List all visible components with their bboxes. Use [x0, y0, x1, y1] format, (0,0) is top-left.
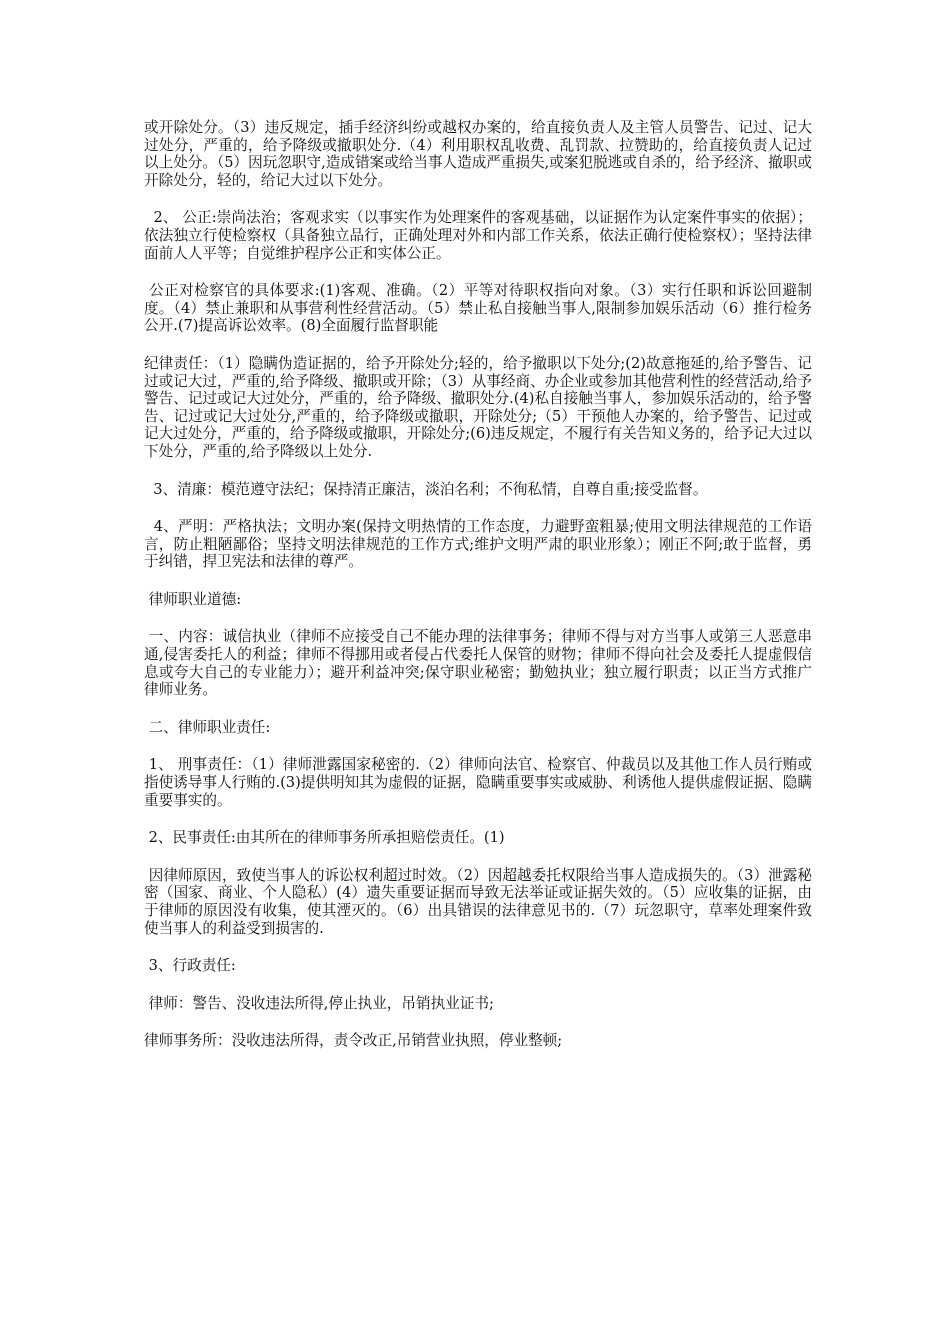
paragraph-law-firm-penalties: 律师事务所：没收违法所得，责令改正,吊销营业执照，停业整顿;: [144, 1032, 563, 1050]
paragraph-civil-liability: 2、民事责任:由其所在的律师事务所承担赔偿责任。(1): [144, 829, 505, 847]
paragraph-fairness: 2、 公正:崇尚法治；客观求实（以事实作为处理案件的客观基础，以证据作为认定案件事实的依据）；依法独立行使检察权（具备独立品行，正确处理对外和内部工作关系，依法正确行使检察权）；坚持法律面前人人平等；自觉维护程序公正和实体公正。: [144, 209, 813, 262]
document-body: [144, 119, 812, 1070]
heading-lawyer-liability: 二、律师职业责任:: [144, 718, 271, 736]
paragraph-disciplinary-penalties-continued: 或开除处分。（3）违反规定，插手经济纠纷或越权办案的，给直接负责人及主管人员警告、记过、记大过处分，严重的，给予降级或撤职处分.（4）利用职权乱收费、乱罚款、拉赞助的，给直接负责人记过以上处分。（5）因玩忽职守,造成错案或给当事人造成严重损失,或案犯脱逃或自杀的，给予经济、撤职或开除处分，轻的，给记大过以下处分。: [144, 119, 812, 189]
paragraph-civil-liability-cases: 因律师原因，致使当事人的诉讼权利超过时效。（2）因超越委托权限给当事人造成损失的。（3）泄露秘密（国家、商业、个人隐私）(4）遗失重要证据而导致无法举证或证据失效的。（5）应收集的证据，由于律师的原因没有收集，使其湮灭的。（6）出具错误的法律意见书的.（7）玩忽职守，草率处理案件致使当事人的利益受到损害的.: [144, 866, 812, 937]
heading-administrative-liability: 3、行政责任:: [144, 957, 236, 975]
heading-lawyer-ethics: 律师职业道德:: [144, 590, 242, 608]
paragraph-strictness: 4、严明：严格执法；文明办案(保持文明热情的工作态度，力避野蛮粗暴;使用文明法律规范的工作语言，防止粗陋鄙俗；坚持文明法律规范的工作方式;维护文明严肃的职业形象）；刚正不阿;敢于监督，勇于纠错，捍卫宪法和法律的尊严。: [144, 518, 812, 571]
paragraph-fairness-requirements: 公正对检察官的具体要求:(1)客观、准确。（2）平等对待职权指向对象。（3）实行任职和诉讼回避制度。（4）禁止兼职和从事营利性经营活动。（5）禁止私自接触当事人,限制参加娱乐活动（6）推行检务公开.(7)提高诉讼效率。(8)全面履行监督职能: [144, 282, 812, 335]
paragraph-disciplinary-liability: 纪律责任：（1）隐瞒伪造证据的，给予开除处分;轻的，给予撤职以下处分;(2)故意拖延的,给予警告、记过或记大过，严重的,给予降级、撤职或开除；（3）从事经商、办企业或参加其他营利性的经营活动,给予警告、记过或记大过处分，严重的，给予降级、撤职处分.(4)私自接触当事人，参加娱乐活动的，给予警告、记过或记大过处分,严重的，给予降级或撤职，开除处分;（5）干预他人办案的，给予警告、记过或记大过处分，严重的，给予降级或撤职，开除处分;(6)违反规定，不履行有关告知义务的，给予记大过以下处分，严重的,给予降级以上处分.: [144, 354, 812, 460]
paragraph-criminal-liability: 1、 刑事责任：（1）律师泄露国家秘密的.（2）律师向法官、检察官、仲裁员以及其他工作人员行贿或指使诱导事人行贿的.(3)提供明知其为虚假的证据，隐瞒重要事实或威胁、利诱他人提供虚假证据、隐瞒重要事实的。: [144, 756, 812, 809]
paragraph-integrity: 3、清廉：模范遵守法纪；保持清正廉洁，淡泊名利；不徇私情，自尊自重;接受监督。: [144, 480, 708, 498]
paragraph-lawyer-ethics-content: 一、内容：诚信执业（律师不应接受自己不能办理的法律事务；律师不得与对方当事人或第三人恶意串通,侵害委托人的利益；律师不得挪用或者侵占代委托人保管的财物；律师不得向社会及委托人提虚假信息或夸大自己的专业能力）；避开利益冲突;保守职业秘密；勤勉执业；独立履行职责；以正当方式推广律师业务。: [144, 628, 812, 699]
paragraph-lawyer-penalties: 律师：警告、没收违法所得,停止执业，吊销执业证书;: [144, 994, 494, 1012]
